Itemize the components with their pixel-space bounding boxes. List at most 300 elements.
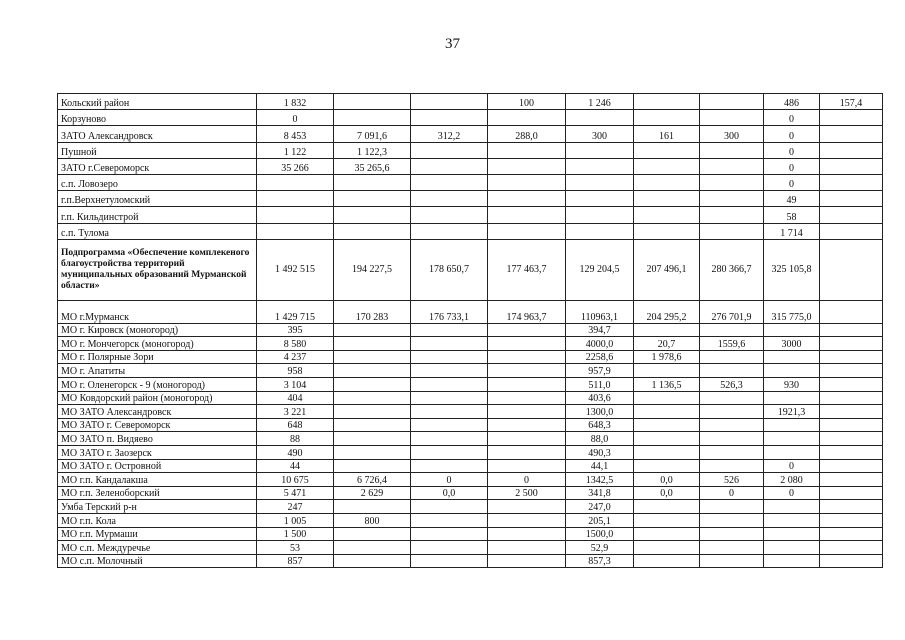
value-cell: 0 — [764, 126, 820, 142]
table-row — [58, 350, 883, 364]
value-cell: 44 — [257, 459, 334, 473]
value-cell — [700, 446, 764, 460]
value-cell — [820, 473, 883, 487]
row-label-cell: Корзуново — [58, 110, 257, 126]
value-cell — [764, 527, 820, 541]
value-cell — [764, 500, 820, 514]
value-cell — [566, 142, 634, 158]
value-cell: 1 122,3 — [334, 142, 411, 158]
value-cell — [634, 391, 700, 405]
row-label-cell: МО г. Кировск (моногород) — [58, 323, 257, 337]
value-cell: 177 463,7 — [488, 239, 566, 300]
row-label-cell: МО ЗАТО п. Видяево — [58, 432, 257, 446]
value-cell — [334, 223, 411, 239]
value-cell — [700, 527, 764, 541]
value-cell: 648 — [257, 418, 334, 432]
value-cell: 176 733,1 — [411, 300, 488, 323]
value-cell — [334, 337, 411, 351]
value-cell: 280 366,7 — [700, 239, 764, 300]
row-label-cell: МО г.п. Мурмаши — [58, 527, 257, 541]
value-cell — [634, 364, 700, 378]
value-cell — [566, 158, 634, 174]
value-cell: 157,4 — [820, 94, 883, 110]
value-cell — [411, 541, 488, 555]
value-cell — [700, 432, 764, 446]
value-cell — [634, 158, 700, 174]
value-cell — [700, 514, 764, 528]
value-cell: 490,3 — [566, 446, 634, 460]
value-cell — [411, 432, 488, 446]
value-cell — [634, 418, 700, 432]
row-label-cell: МО Ковдорский район (моногород) — [58, 391, 257, 405]
value-cell — [634, 174, 700, 190]
value-cell — [764, 418, 820, 432]
value-cell — [634, 94, 700, 110]
value-cell — [566, 207, 634, 223]
value-cell: 100 — [488, 94, 566, 110]
value-cell: 1300,0 — [566, 405, 634, 419]
value-cell: 247 — [257, 500, 334, 514]
value-cell — [820, 378, 883, 392]
value-cell — [820, 142, 883, 158]
value-cell — [820, 174, 883, 190]
table-row — [58, 239, 883, 300]
value-cell: 1559,6 — [700, 337, 764, 351]
value-cell — [488, 110, 566, 126]
value-cell — [488, 158, 566, 174]
table-row — [58, 459, 883, 473]
value-cell: 194 227,5 — [334, 239, 411, 300]
value-cell — [488, 142, 566, 158]
value-cell: 0 — [764, 158, 820, 174]
value-cell — [488, 364, 566, 378]
value-cell — [334, 364, 411, 378]
value-cell — [334, 378, 411, 392]
value-cell — [700, 391, 764, 405]
value-cell: 0 — [411, 473, 488, 487]
value-cell — [764, 541, 820, 555]
value-cell: 0 — [764, 486, 820, 500]
value-cell — [488, 323, 566, 337]
value-cell — [411, 94, 488, 110]
value-cell — [820, 418, 883, 432]
value-cell — [488, 337, 566, 351]
value-cell — [488, 446, 566, 460]
value-cell — [820, 323, 883, 337]
value-cell — [700, 554, 764, 568]
value-cell: 0 — [764, 459, 820, 473]
row-label-cell: Пушной — [58, 142, 257, 158]
value-cell: 207 496,1 — [634, 239, 700, 300]
value-cell — [634, 514, 700, 528]
row-label-cell: ЗАТО Александровск — [58, 126, 257, 142]
value-cell — [634, 191, 700, 207]
value-cell: 404 — [257, 391, 334, 405]
value-cell: 0 — [764, 174, 820, 190]
value-cell — [411, 514, 488, 528]
value-cell — [764, 432, 820, 446]
value-cell — [334, 541, 411, 555]
row-label-cell: ЗАТО г.Североморск — [58, 158, 257, 174]
table-row — [58, 323, 883, 337]
row-label-cell: МО г.п. Кола — [58, 514, 257, 528]
value-cell — [411, 337, 488, 351]
value-cell: 511,0 — [566, 378, 634, 392]
value-cell — [411, 223, 488, 239]
row-label-cell: МО с.п. Молочный — [58, 554, 257, 568]
table-row — [58, 418, 883, 432]
value-cell — [820, 337, 883, 351]
value-cell: 88 — [257, 432, 334, 446]
value-cell — [764, 323, 820, 337]
table-row — [58, 300, 883, 323]
value-cell: 1 005 — [257, 514, 334, 528]
value-cell: 1500,0 — [566, 527, 634, 541]
row-label-cell: МО ЗАТО г. Североморск — [58, 418, 257, 432]
value-cell — [820, 191, 883, 207]
value-cell — [820, 446, 883, 460]
value-cell: 4 237 — [257, 350, 334, 364]
value-cell — [700, 541, 764, 555]
value-cell: 1342,5 — [566, 473, 634, 487]
value-cell — [820, 541, 883, 555]
table-row — [58, 446, 883, 460]
value-cell — [488, 459, 566, 473]
value-cell — [700, 418, 764, 432]
table-row — [58, 514, 883, 528]
value-cell — [820, 500, 883, 514]
table-body-top — [58, 94, 883, 240]
value-cell: 958 — [257, 364, 334, 378]
value-cell — [820, 207, 883, 223]
value-cell: 800 — [334, 514, 411, 528]
value-cell — [700, 158, 764, 174]
value-cell — [334, 432, 411, 446]
value-cell — [488, 405, 566, 419]
value-cell — [820, 239, 883, 300]
value-cell: 0,0 — [634, 473, 700, 487]
value-cell — [411, 158, 488, 174]
value-cell: 0 — [257, 110, 334, 126]
value-cell: 174 963,7 — [488, 300, 566, 323]
value-cell: 1 500 — [257, 527, 334, 541]
value-cell — [411, 405, 488, 419]
value-cell — [488, 391, 566, 405]
row-label-cell: г.п.Верхнетуломский — [58, 191, 257, 207]
value-cell: 1 429 715 — [257, 300, 334, 323]
value-cell — [257, 191, 334, 207]
value-cell — [820, 405, 883, 419]
table-row — [58, 364, 883, 378]
value-cell: 35 266 — [257, 158, 334, 174]
value-cell — [700, 459, 764, 473]
value-cell: 300 — [700, 126, 764, 142]
table-row — [58, 378, 883, 392]
value-cell: 648,3 — [566, 418, 634, 432]
value-cell: 1 492 515 — [257, 239, 334, 300]
value-cell: 2 629 — [334, 486, 411, 500]
value-cell — [488, 207, 566, 223]
value-cell — [634, 527, 700, 541]
value-cell — [411, 142, 488, 158]
value-cell — [634, 223, 700, 239]
table-row — [58, 337, 883, 351]
row-label-cell: МО ЗАТО г. Островной — [58, 459, 257, 473]
value-cell: 857,3 — [566, 554, 634, 568]
value-cell — [488, 554, 566, 568]
value-cell: 325 105,8 — [764, 239, 820, 300]
value-cell — [820, 223, 883, 239]
value-cell — [411, 391, 488, 405]
value-cell: 0 — [764, 142, 820, 158]
value-cell — [257, 223, 334, 239]
value-cell: 341,8 — [566, 486, 634, 500]
value-cell: 1 714 — [764, 223, 820, 239]
value-cell — [566, 223, 634, 239]
value-cell: 129 204,5 — [566, 239, 634, 300]
value-cell: 1921,3 — [764, 405, 820, 419]
value-cell: 0 — [700, 486, 764, 500]
value-cell: 35 265,6 — [334, 158, 411, 174]
value-cell — [488, 191, 566, 207]
value-cell — [820, 364, 883, 378]
value-cell: 315 775,0 — [764, 300, 820, 323]
value-cell: 3000 — [764, 337, 820, 351]
table-row — [58, 405, 883, 419]
value-cell — [634, 541, 700, 555]
value-cell: 10 675 — [257, 473, 334, 487]
value-cell: 1 122 — [257, 142, 334, 158]
value-cell: 526,3 — [700, 378, 764, 392]
value-cell — [634, 110, 700, 126]
value-cell — [411, 527, 488, 541]
value-cell — [257, 207, 334, 223]
value-cell — [700, 207, 764, 223]
value-cell: 52,9 — [566, 541, 634, 555]
value-cell: 0,0 — [634, 486, 700, 500]
value-cell: 857 — [257, 554, 334, 568]
value-cell — [634, 323, 700, 337]
row-label-cell: МО г.п. Зеленоборский — [58, 486, 257, 500]
value-cell: 1 136,5 — [634, 378, 700, 392]
value-cell — [634, 500, 700, 514]
table-row — [58, 527, 883, 541]
value-cell — [334, 446, 411, 460]
value-cell — [820, 126, 883, 142]
value-cell — [488, 378, 566, 392]
value-cell — [700, 323, 764, 337]
value-cell: 0 — [488, 473, 566, 487]
value-cell: 3 104 — [257, 378, 334, 392]
value-cell: 403,6 — [566, 391, 634, 405]
value-cell — [700, 223, 764, 239]
value-cell — [411, 174, 488, 190]
value-cell — [820, 527, 883, 541]
value-cell: 1 832 — [257, 94, 334, 110]
row-label-cell: МО г. Мончегорск (моногород) — [58, 337, 257, 351]
table-row — [58, 500, 883, 514]
value-cell — [700, 364, 764, 378]
value-cell — [764, 350, 820, 364]
value-cell — [334, 418, 411, 432]
value-cell — [820, 350, 883, 364]
value-cell — [488, 514, 566, 528]
value-cell — [334, 191, 411, 207]
value-cell — [411, 364, 488, 378]
value-cell — [411, 554, 488, 568]
value-cell — [700, 94, 764, 110]
table-row — [58, 223, 883, 239]
value-cell: 44,1 — [566, 459, 634, 473]
value-cell — [411, 110, 488, 126]
table-row — [58, 126, 883, 142]
value-cell — [820, 391, 883, 405]
value-cell — [257, 174, 334, 190]
value-cell: 0,0 — [411, 486, 488, 500]
value-cell — [334, 405, 411, 419]
value-cell: 1 978,6 — [634, 350, 700, 364]
row-label-cell: МО с.п. Междуречье — [58, 541, 257, 555]
row-label-cell: МО г.п. Кандалакша — [58, 473, 257, 487]
value-cell — [820, 300, 883, 323]
value-cell — [700, 350, 764, 364]
value-cell — [566, 191, 634, 207]
value-cell: 4000,0 — [566, 337, 634, 351]
value-cell — [700, 405, 764, 419]
value-cell — [334, 391, 411, 405]
value-cell — [634, 432, 700, 446]
value-cell — [334, 110, 411, 126]
value-cell: 490 — [257, 446, 334, 460]
value-cell — [820, 459, 883, 473]
value-cell: 288,0 — [488, 126, 566, 142]
value-cell — [411, 191, 488, 207]
row-label-cell: с.п. Тулома — [58, 223, 257, 239]
row-label-cell: Подпрограмма «Обеспечение комплекеного благоустройства территорий муниципальных образований Мурманской области» — [58, 239, 257, 300]
value-cell — [334, 350, 411, 364]
value-cell: 110963,1 — [566, 300, 634, 323]
value-cell: 49 — [764, 191, 820, 207]
table-body-subprogram — [58, 239, 883, 323]
value-cell: 3 221 — [257, 405, 334, 419]
value-cell: 53 — [257, 541, 334, 555]
row-label-cell: МО г. Оленегорск - 9 (моногород) — [58, 378, 257, 392]
value-cell — [411, 446, 488, 460]
value-cell: 178 650,7 — [411, 239, 488, 300]
row-label-cell: с.п. Ловозеро — [58, 174, 257, 190]
value-cell — [566, 174, 634, 190]
table-row — [58, 541, 883, 555]
value-cell: 957,9 — [566, 364, 634, 378]
value-cell — [634, 446, 700, 460]
row-label-cell: Умба Терский р-н — [58, 500, 257, 514]
row-label-cell: МО ЗАТО г. Заозерск — [58, 446, 257, 460]
value-cell: 300 — [566, 126, 634, 142]
row-label-cell: МО ЗАТО Александровск — [58, 405, 257, 419]
value-cell — [764, 364, 820, 378]
value-cell: 2 500 — [488, 486, 566, 500]
value-cell — [820, 486, 883, 500]
table-row — [58, 207, 883, 223]
value-cell — [820, 554, 883, 568]
table-row — [58, 94, 883, 110]
page-number: 37 — [445, 36, 460, 52]
value-cell — [820, 110, 883, 126]
value-cell — [334, 174, 411, 190]
value-cell — [488, 418, 566, 432]
value-cell: 0 — [764, 110, 820, 126]
value-cell — [634, 459, 700, 473]
value-cell: 930 — [764, 378, 820, 392]
value-cell — [334, 500, 411, 514]
value-cell — [488, 223, 566, 239]
table-row — [58, 554, 883, 568]
value-cell — [334, 207, 411, 223]
table-row — [58, 391, 883, 405]
table-row — [58, 110, 883, 126]
value-cell — [700, 500, 764, 514]
value-cell: 205,1 — [566, 514, 634, 528]
row-label-cell: МО г. Апатиты — [58, 364, 257, 378]
value-cell: 88,0 — [566, 432, 634, 446]
value-cell: 20,7 — [634, 337, 700, 351]
value-cell — [634, 554, 700, 568]
value-cell: 247,0 — [566, 500, 634, 514]
value-cell: 8 580 — [257, 337, 334, 351]
budget-table — [57, 93, 883, 568]
value-cell: 204 295,2 — [634, 300, 700, 323]
value-cell — [411, 459, 488, 473]
table-row — [58, 158, 883, 174]
value-cell: 170 283 — [334, 300, 411, 323]
value-cell — [820, 514, 883, 528]
value-cell — [488, 432, 566, 446]
value-cell: 2 080 — [764, 473, 820, 487]
value-cell: 2258,6 — [566, 350, 634, 364]
value-cell — [334, 527, 411, 541]
table-row — [58, 432, 883, 446]
table-body-bottom — [58, 323, 883, 568]
value-cell — [334, 94, 411, 110]
value-cell — [411, 500, 488, 514]
value-cell — [411, 323, 488, 337]
value-cell: 58 — [764, 207, 820, 223]
value-cell — [634, 405, 700, 419]
value-cell — [820, 432, 883, 446]
value-cell: 486 — [764, 94, 820, 110]
value-cell: 312,2 — [411, 126, 488, 142]
value-cell — [488, 527, 566, 541]
value-cell: 161 — [634, 126, 700, 142]
value-cell — [764, 514, 820, 528]
value-cell — [634, 207, 700, 223]
table-row — [58, 174, 883, 190]
value-cell — [334, 459, 411, 473]
value-cell — [411, 207, 488, 223]
value-cell — [700, 174, 764, 190]
value-cell — [411, 418, 488, 432]
value-cell — [411, 350, 488, 364]
value-cell: 526 — [700, 473, 764, 487]
table-row — [58, 486, 883, 500]
value-cell: 395 — [257, 323, 334, 337]
value-cell: 394,7 — [566, 323, 634, 337]
table-row — [58, 473, 883, 487]
value-cell — [764, 446, 820, 460]
value-cell — [566, 110, 634, 126]
value-cell — [334, 554, 411, 568]
value-cell — [411, 378, 488, 392]
